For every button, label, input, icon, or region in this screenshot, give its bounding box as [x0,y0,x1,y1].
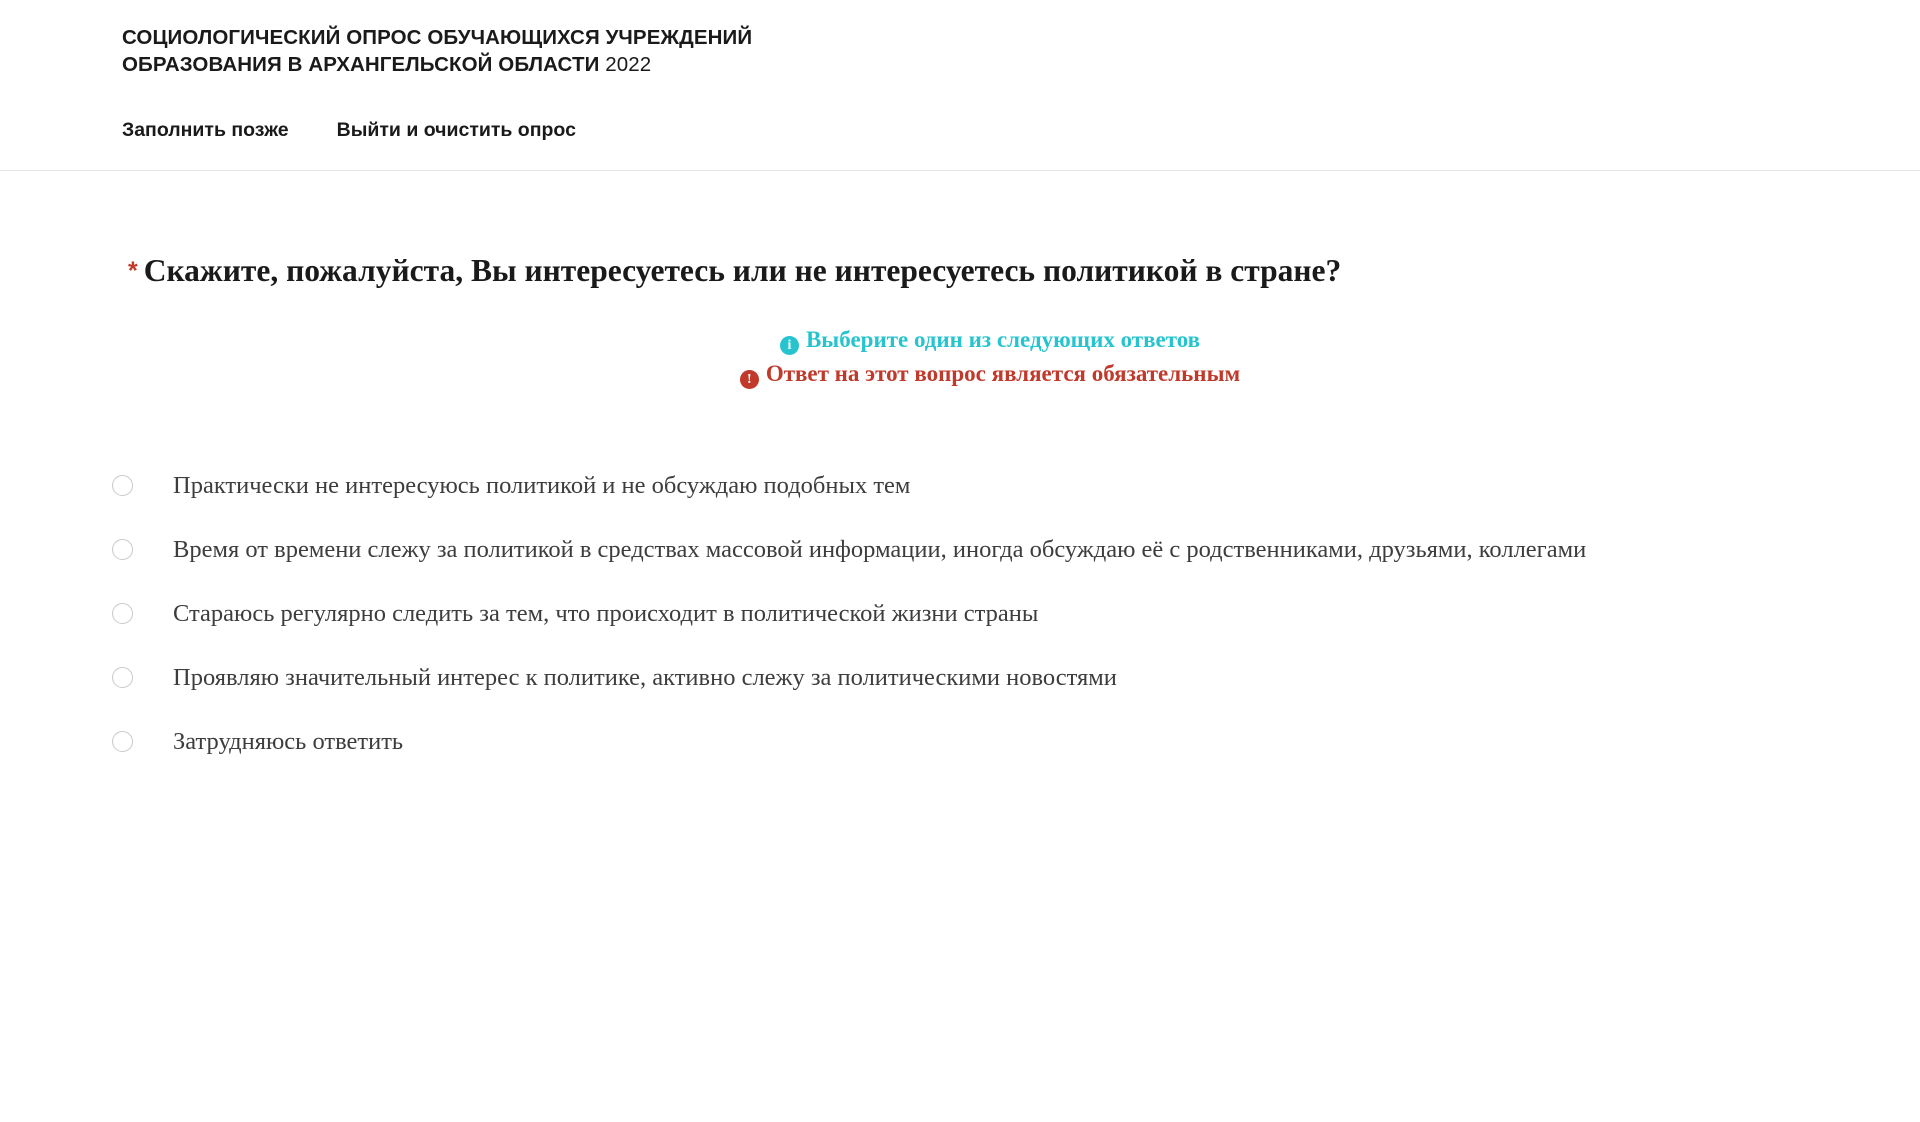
answer-option-5[interactable] [112,710,1920,774]
hint-choose-one [60,323,1920,356]
question-block [0,171,1920,774]
answer-option-4[interactable] [112,646,1920,710]
radio-icon[interactable] [112,603,133,624]
required-asterisk: * [128,256,138,285]
info-icon: i [780,336,799,355]
exit-and-clear-link[interactable]: Выйти и очистить опрос [336,118,576,141]
radio-icon[interactable] [112,539,133,560]
question-hints [0,323,1920,390]
fill-later-link[interactable]: Заполнить позже [122,118,289,141]
radio-icon[interactable] [112,667,133,688]
page-title-line2: ОБРАЗОВАНИЯ В АРХАНГЕЛЬСКОЙ ОБЛАСТИ [122,53,600,77]
radio-icon[interactable] [112,475,133,496]
page-title [122,24,1322,79]
answer-option-label: Затрудняюсь ответить [173,727,404,755]
answer-option-label: Практически не интересуюсь политикой и не обсуждаю подобных тем [173,471,911,499]
question-title [128,249,1738,294]
answer-option-label: Стараюсь регулярно следить за тем, что происходит в политической жизни страны [173,599,1039,627]
survey-nav [0,79,1920,170]
answer-option-label: Время от времени слежу за политикой в средствах массовой информации, иногда обсуждаю её с родственниками, друзьями, коллегами [173,535,1587,563]
answer-options-list [0,454,1920,774]
page-title-year: 2022 [605,53,652,77]
radio-icon[interactable] [112,731,133,752]
answer-option-3[interactable] [112,582,1920,646]
answer-option-2[interactable] [112,518,1920,582]
answer-option-label: Проявляю значительный интерес к политике, активно слежу за политическими новостями [173,663,1117,691]
page-header [0,0,1920,79]
answer-option-1[interactable] [112,454,1920,518]
hint-mandatory [60,357,1920,390]
exclamation-icon: ! [740,370,759,389]
page-title-line1: СОЦИОЛОГИЧЕСКИЙ ОПРОС ОБУЧАЮЩИХСЯ УЧРЕЖДЕНИЙ [122,26,753,49]
question-text: Скажите, пожалуйста, Вы интересуетесь или не интересуетесь политикой в стране? [143,252,1342,288]
hint-mandatory-label: Ответ на этот вопрос является обязательным [765,360,1241,386]
hint-choose-one-label: Выберите один из следующих ответов [805,327,1201,353]
